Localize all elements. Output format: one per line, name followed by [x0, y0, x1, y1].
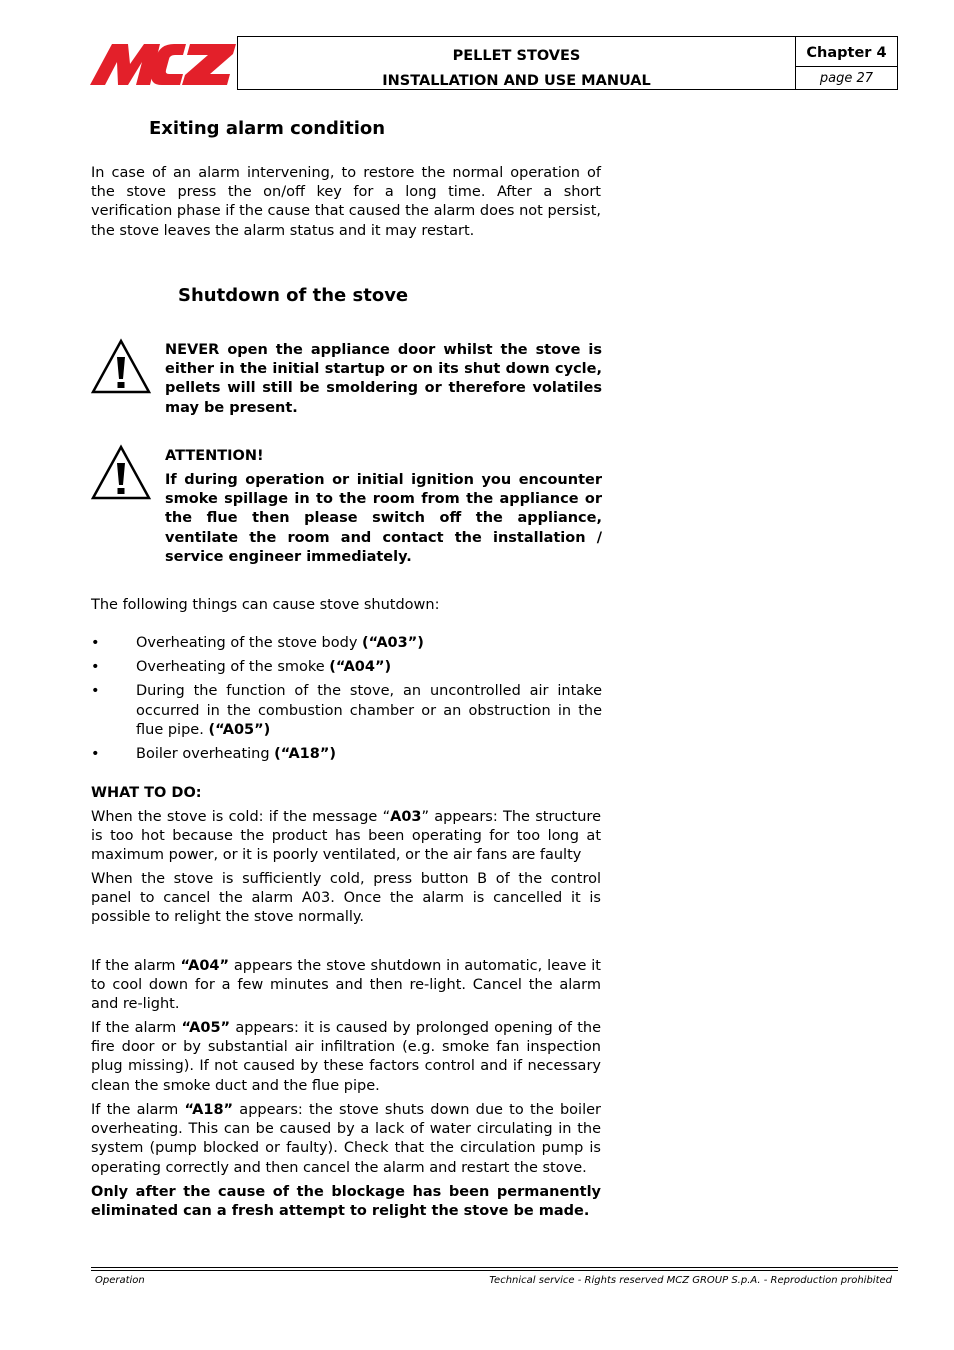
- warning-never-open: NEVER open the appliance door whilst the stove is either in the initial startup or on its shut down cycle, pellets will still be smoldering or therefore volatiles may be present.: [165, 342, 602, 416]
- footer-rights-text: Technical service - Rights reserved MCZ GROUP S.p.A. - Reproduction prohibited: [489, 1275, 892, 1286]
- bullet-symbol: •: [91, 683, 100, 699]
- section-title-shutdown: Shutdown of the stove: [178, 285, 409, 306]
- a04-paragraph: If the alarm “A04” appears the stove shutdown in automatic, leave it to cool down for a few minutes and then re-light. Cancel the alarm and re-light.: [91, 958, 601, 1013]
- mcz-logo: [90, 42, 236, 86]
- final-paragraph: Only after the cause of the blockage has been permanently eliminated can a fresh attempt to relight the stove be made.: [91, 1184, 601, 1220]
- page-number: page 27: [819, 71, 874, 86]
- section-title-exiting-alarm: Exiting alarm condition: [149, 118, 386, 139]
- bullet-symbol: •: [91, 746, 100, 762]
- header-title-line2: INSTALLATION AND USE MANUAL: [382, 73, 651, 89]
- header-title-box: [237, 36, 796, 90]
- list-item-text: During the function of the stove, an uncontrolled air intake occurred in the combustion chamber or an obstruction in the flue pipe. (“A05”): [136, 683, 602, 739]
- warning-attention-title: ATTENTION!: [165, 448, 264, 464]
- list-item-text: Overheating of the smoke (“A04”): [136, 659, 392, 675]
- bullet-symbol: •: [91, 635, 100, 651]
- a05-paragraph: If the alarm “A05” appears: it is caused by prolonged opening of the fire door or by substantial air infiltration (e.g. smoke fan inspection plug missing). If not caused by these factors control and if necessary clean the smoke duct and the flue pipe.: [91, 1020, 601, 1094]
- chapter-label: Chapter 4: [796, 37, 897, 67]
- causes-intro: The following things can cause stove shutdown:: [91, 597, 440, 613]
- footer-divider: [91, 1267, 898, 1268]
- bullet-symbol: •: [91, 659, 100, 675]
- what-to-do-heading: WHAT TO DO:: [91, 785, 202, 801]
- warning-triangle-icon: [90, 444, 152, 500]
- footer-section-label: Operation: [95, 1275, 145, 1286]
- warning-attention-body: If during operation or initial ignition you encounter smoke spillage in to the room from the appliance or the flue then please switch off the appliance, ventilate the room and contact the installation / service engineer immediately.: [165, 472, 602, 565]
- warning-triangle-icon: [90, 338, 152, 394]
- a03-paragraph: When the stove is cold: if the message “A03” appears: The structure is too hot because the product has been operating for too long at maximum power, or it is poorly ventilated, or the air fans are faulty: [91, 809, 601, 864]
- header-chapter-box: [796, 36, 898, 90]
- exiting-alarm-paragraph: In case of an alarm intervening, to restore the normal operation of the stove press the on/off key for a long time. After a short verification phase if the cause that caused the alarm does not persist, the stove leaves the alarm status and it may restart.: [91, 165, 601, 239]
- a18-paragraph: If the alarm “A18” appears: the stove shuts down due to the boiler overheating. This can be caused by a lack of water circulating in the system (pump blocked or faulty). Check that the circulation pump is operating correctly and then cancel the alarm and restart the stove.: [91, 1102, 601, 1176]
- cold-stove-paragraph: When the stove is sufficiently cold, press button B of the control panel to cancel the alarm A03. Once the alarm is cancelled it is possible to relight the stove normally.: [91, 871, 601, 926]
- footer-divider: [91, 1270, 898, 1271]
- list-item-text: Boiler overheating (“A18”): [136, 746, 337, 762]
- list-item-text: Overheating of the stove body (“A03”): [136, 635, 424, 651]
- header-title-line1: PELLET STOVES: [452, 48, 581, 64]
